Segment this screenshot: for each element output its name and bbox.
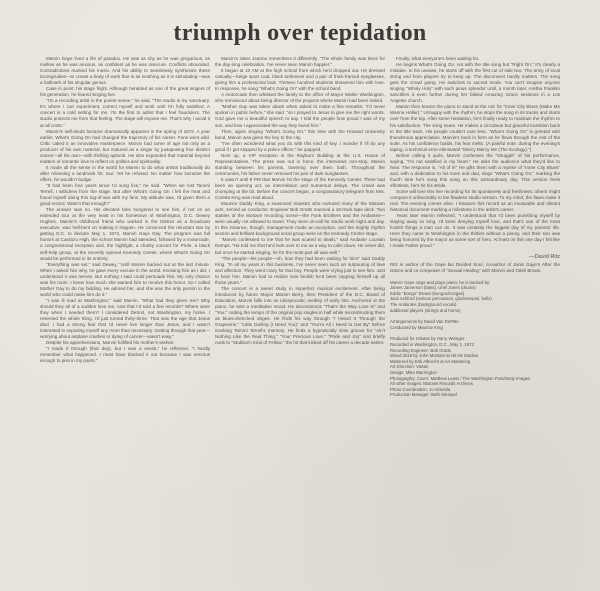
essay-paragraph: Despite his apprehensions, Marvin fulfilled his mother's wishes. <box>46 340 175 346</box>
essay-column-3 <box>390 56 560 398</box>
credit-line: additional players (strings and horns) <box>390 307 461 313</box>
essay-paragraph: Marvin's self-doubt became dramatically apparent in the spring of 1972. A year earlier, What's Going On had changed the trajectory of his career. Fans went wild. Critic called it an innovative masterpiece. Marvin had come of age not only as a producer of his own material, but matured as a singer by juxtaposing four distinct voices—all his own—with thrilling aplomb. He also expanded that material beyond matters of romantic love to reflect on politics and spirituality. <box>40 128 210 164</box>
essay-paragraph: Finally, what everyone's been waiting for. <box>396 56 480 61</box>
credit-line: Produced for release by Harry Weinger <box>390 336 465 342</box>
credit-line: Photo Coordination: Jo Almeida <box>390 386 451 392</box>
credit-line: Conducted by Maurice King <box>390 324 443 330</box>
credit-line: Marvin Gaye sings and plays piano; he is backed by: <box>390 279 491 285</box>
credit-line: Arrangements by David Van DePitte <box>390 319 459 325</box>
essay-paragraph: "Mother Gay was taken aback when asked to make a few remarks. "I'd never spoken in public before," she said. "so I prayed to Jesus to give me the right words. God gave me a beautiful speech to say. I told the people how proud I was of my son, and how I appreciated the way they loved him." <box>215 104 385 128</box>
credit-line: Jack Ashford (various percussion, glockenspiel, bells) <box>390 296 492 302</box>
essay-paragraph: Case in point: his stage fright. Although heralded as one of the great singers of his generation, he feared singing live. <box>40 86 210 98</box>
personnel-credits <box>390 280 560 314</box>
credit-line: Production Manager: Beth Stempel <box>390 392 457 398</box>
essay-paragraph: Maurice Daddy King, a seasoned maestro who nurtured many of the Motown acts, served as conductor. Engineer Bob Gratts manned a 16-track tape deck. Two stables of the Motown recording scene—the Funk Brothers and the Andantes—were usually not allowed to travel. They were on-call for studio work night and day. In this instance, though, management made an exception, and the mighty rhythm section and brilliant background vocal group were on the Kennedy Center stage. <box>215 201 385 237</box>
essay-paragraph: Before calling it quits, Marvin confesses the "struggle" of his performance, saying, "I'm not satisfied in my heart." He asks the audience what they'd like to hear. The response is, "All of it!" He gifts them with a reprise of "Inner City Blues" and, with a dedication to his mom and dad, sings "What's Going On," marking the fourth time he's sung this song on this extraordinary day. This version feels effortless, he's hit his stride. <box>390 152 560 188</box>
essay-paragraph: "I made it through (that day), but I was a wreck," he reflected. "I hardly remember what happened. I must have blocked it out because I was nervous enough to piss in my pants." <box>40 346 210 364</box>
credit-line: Recorded in Washington, D.C., May 1, 1972 <box>390 341 474 347</box>
essay-paragraph: Next up, a VIP reception in the Rayburn Building at the U.S. House of Representatives. The press was out in force, the interviews non-stop, Marvin standing between his parents, towering over them both. Throughout the ceremonies, his father never removed his pair of dark sunglasses. <box>215 152 385 176</box>
credit-line: Photography: Cover: Matthew Lewis / The Washington Post/Getty Images <box>390 375 531 381</box>
essay-paragraph: "I'm a recording artist in the purest sense," he said. "The studio is my sanctuary. It's where I can experiment, correct myself and work until I'm fully satisfied. A concert is a cold setting for me. I'm the first to admit that I feel fraudulent. The studio protects me from that feeling. The stage will expose me. That's why I avoid it at all costs." <box>40 98 210 128</box>
essay-paragraph: "I've often wondered what you do with this kind of key. I wonder if I'll do any good if I get stopped by a police officer," he quipped. <box>215 140 385 152</box>
essay-paragraph: "Marvin confessed to me that he was scared to death," said Andante Louvain Demps. "He told me that he'd look over to me as a way to calm down. He never did, but once he started singing, he for the most part all was well." <box>215 237 386 255</box>
author-note: Ritz is author of the Gaye bio Divided Soul, co-author of Janis Gaye's After the Dance and co-composer of "Sexual Healing" with Marvin and Odell Brown. <box>390 261 560 273</box>
credit-line: The Andantes (background vocals) <box>390 302 457 308</box>
essay-column-2 <box>215 56 385 346</box>
production-credits <box>390 336 560 398</box>
essay-paragraph: He begins What's Going On, not with the title song but "Right On." It's clearly a mistake. In his unease, he starts off with the first cut of side two. The army of local string and horn players try to keep up. The disconnect hardly matters. The song gets the crowd going. He switches to sacred mode. You can't imagine anyone singing "Wholy Holy" with such pious splendor until, a month later, Aretha Franklin sanctifies it even further during her fabled Amazing Grace sessions in a Los Angeles church. <box>390 62 560 104</box>
credit-line: All other images: Motown Records Archives <box>390 381 473 387</box>
credit-line: Design: Mike Warrington <box>390 369 437 375</box>
credit-line: Mastered by Erik Albrecht at AA Mastering <box>390 358 471 364</box>
essay-paragraph: The concert is a sweet study in imperfect musical excitement. After being introduced by future Mayor Marion Berry, then President of the D.C. Board of Education, Marvin falls into an idiosyncratic medley of early hits. Anchored at the piano, he sets a meditative mood. He deconstructs "That's the Way Love Is" and "You," cutting the tempo of the original pop singles in half while reconstructing them as blues-drenched dirges. He finds his way through "I Heard It Through the Grapevine," "Little Darling (I Need You)" and "You're All I Need to Get By" before invoking Tammi Terrell's memory. He finds a hypnotically slow groove for "Ain't Nothing Like the Real Thing," "Your Precious Love," "Pride and Joy" and briefly nods to "Stubborn Kind of Fellow," the hit that kicked off his career a decade earlier. <box>215 285 385 346</box>
essay-paragraph: "Everything was set," said Dewey, "until Marvin backed out at the last minute. When I asked him why, he gave every excuse in the world. Knowing him as I did, I understood it was nerves. But nothing I said could persuade him. My only chance was his mom. I knew how much she wanted him to receive this honor. So I called Mother Gay to do my bidding. He adored her, and she was the only person in the world who could make him do it." <box>40 261 210 297</box>
essay-paragraph: Some will love this live recording for its spontaneity and freshness; others might compare it unfavorably to the flawless studio version. To my mind, the flaws make it real. The evening comes alive. I treasure this record as an invaluable and vibrant historical document marking a milestone in the artist's career. <box>390 189 560 213</box>
essay-paragraph: A motorcade then whisked the family to the office of Mayor Walter Washington, who reminisced about being director of the projects where Marvin had been raised. <box>215 92 385 104</box>
page-title: triumph over tepidation <box>173 20 427 46</box>
essay-paragraph: The answer was no. His devoted fans hungered to see him, if not on an extended tour at the very least in his hometown of Washington, D.C. Dewey Hughes, Marvin's childhood friend who worked in the District as a broadcast executive, was hell-bent on making it happen. He convinced the reluctant star by getting D.C. to declare May 1, 1972, Marvin Gaye Day. The program was full honors at Cardozo High, the school Marvin had attended, followed by a motorcade, a congressional reception and, the highlight, a charity concert for Pride, a black self-help group, at the recently opened Kennedy Center, where What's Going On would be performed in its entirety. <box>40 207 210 261</box>
author-credit <box>390 254 560 274</box>
essay-paragraph: It wasn't until 8 PM that Marvin hit the stage of the Kennedy Center. There had been an opening act, an intermission and numerous delays. The crowd was chomping at the bit. Before the concert began, a congratulatory telegram from Mrs. Coretta King was read aloud. <box>215 176 385 201</box>
essay-paragraph: Years later Marvin reflected, "I understood that I'd been punishing myself by staying away so long. I'd been denying myself love, and that's one of the most foolish things a man can do. It was certainly the biggest day of my parents' life. Here they came to Washington in the thirties without a penny, and their son was being honored by the mayor as some sort of hero. At least on this one day I felt like I made Father proud." <box>390 213 560 249</box>
essay-paragraph: It made all the sense in the world for Marvin to do what artists traditionally do after releasing a landmark hit: tour. Yet he refused. No matter how lucrative the offers, he wouldn't budge. <box>40 164 210 182</box>
essay-column-1 <box>40 56 210 364</box>
essay-paragraph: It began at 10 AM at the high school from which he'd dropped out. He dressed casually—beige sport coat, black turtleneck and a pair of thick-framed eyeglasses, giving him a professorial look. Thirteen hundred students showered him with love. In response, he sang "What's Going On" with the school band. <box>215 68 385 92</box>
credit-line: Art Direction: Vartan <box>390 364 429 370</box>
essay-paragraph: Marvin Gaye lived a life of paradox. He was as shy as he was gregarious, as mellow as he was anxious, as confident as he was insecure. Conflicts abounded. Contradictions marked his music. And his ability to seamlessly synthesize these incongruities—to create a body of work that is as soothing as it is stimulating—was a hallmark of his singular genius. <box>40 56 210 86</box>
essay-paragraph: Marvin then leaves the piano to stand at the mic for "Inner City Blues (Make Me Wanna Holler)." Unhappy with the rhythm, he stops the song in its tracks and starts over from the top. After some hesitation, he's finally ready to maintain the rhythm to his satisfaction. The song soars. He makes a circuitous but graceful transition back to the title track. His people couldn't care less. "What's Going On" is greeted with thunderous appreciation. Marvin's back in form as he flows through the rest of the suite. As his confidence builds, his fear melts. (A painful note: during the evening's taping, a technical error eliminated "Mercy Mercy Me (The Ecology).") <box>390 104 560 152</box>
essay-paragraph: "It had been four years since I'd sung live," he said. "When we lost Tammi Terrell, I withdrew from the stage. But after What's Going On I felt the heat and found myself doing this tug-of-war with my fans. My attitude was, I'd given them a good record. Wasn't that enough?" <box>40 182 210 207</box>
arrangement-credits <box>390 319 560 330</box>
essay-paragraph: "I was ill mad at Washington," said Marvin. "What had they given me? Why should they all of a sudden love me, now that I'd sold a few records? Where were they when I needed them? I considered Detroit, not Washington, my home. I resented the whole thing. I'd just turned thirty-three. That was the age that Jesus died. I had a strong fear that I'd never live longer than Jesus, and I wasn't interested in exposing myself any more than necessary. Getting through that year—worrying about airplane crashes or dying of cancer—wasn't easy." <box>40 297 210 340</box>
credit-line: Eddie "Bongo" Brown (bongos/congas) <box>390 290 465 296</box>
essay-column-3-text <box>390 56 560 250</box>
credit-line: James Jamerson (bass), Uriel Jones (drums) <box>390 285 476 291</box>
credit-line: Mixed 2019 by John Morales at Hit Hit Studios <box>390 353 479 359</box>
credit-line: Recording Engineer: Bob Gratts <box>390 347 451 353</box>
essay-paragraph: Marvin's sister Jeanne remembers it differently. "The whole family was there for the day-long celebration. I've never seen Marvin happier." <box>215 56 385 68</box>
essay-paragraph: Then, again singing "What's Going On," this time with the Howard University band, Marvin was given the key to the city. <box>215 128 385 140</box>
author-signature: —David Ritz <box>528 253 560 260</box>
essay-paragraph: "The people—his people—oh, how they had been waiting for him!" said Daddy King. "In all my years in this business, I've never seen such an outpouring of love and affection. They went crazy for that boy. People were crying just to see him. Just to hear him. Marvin had to realize now foolish he'd been copping himself up all those years." <box>215 255 385 285</box>
